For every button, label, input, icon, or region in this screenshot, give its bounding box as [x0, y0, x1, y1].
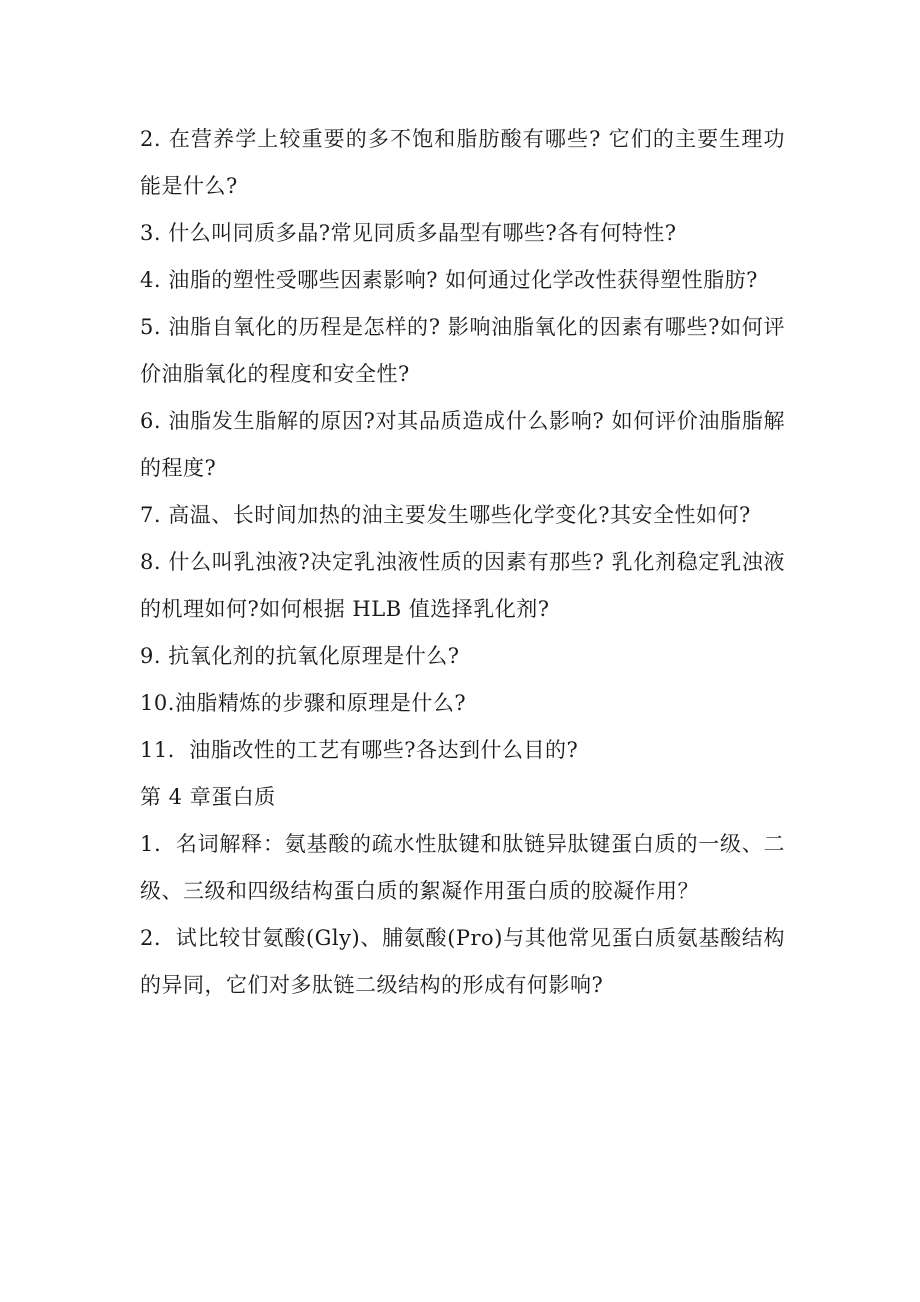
question-8: 8. 什么叫乳浊液?决定乳浊液性质的因素有那些? 乳化剂稳定乳浊液的机理如何?如何根据 HLB 值选择乳化剂?	[140, 550, 785, 621]
chapter-heading: 第 4 章蛋白质	[140, 785, 276, 809]
question-7: 7. 高温、长时间加热的油主要发生哪些化学变化?其安全性如何?	[140, 503, 751, 527]
question-6: 6. 油脂发生脂解的原因?对其品质造成什么影响? 如何评价油脂脂解的程度?	[140, 409, 785, 480]
question-11: 11．油脂改性的工艺有哪些?各达到什么目的?	[140, 738, 579, 762]
question-5: 5. 油脂自氧化的历程是怎样的? 影响油脂氧化的因素有哪些?如何评价油脂氧化的程度和安全性?	[140, 315, 785, 386]
question-4: 4. 油脂的塑性受哪些因素影响? 如何通过化学改性获得塑性脂肪?	[140, 268, 758, 292]
question-9: 9. 抗氧化剂的抗氧化原理是什么?	[140, 644, 460, 668]
chapter4-question-1: 1．名词解释：氨基酸的疏水性肽键和肽链异肽键蛋白质的一级、二级、三级和四级结构蛋白质的絮凝作用蛋白质的胶凝作用？	[140, 832, 785, 903]
document-body	[140, 116, 785, 1009]
question-10: 10.油脂精炼的步骤和原理是什么?	[140, 691, 467, 715]
question-3: 3. 什么叫同质多晶?常见同质多晶型有哪些?各有何特性?	[140, 221, 677, 245]
question-2: 2. 在营养学上较重要的多不饱和脂肪酸有哪些? 它们的主要生理功能是什么?	[140, 127, 785, 198]
chapter4-question-2: 2．试比较甘氨酸(Gly)、脯氨酸(Pro)与其他常见蛋白质氨基酸结构的异同，它们对多肽链二级结构的形成有何影响?	[140, 926, 785, 997]
